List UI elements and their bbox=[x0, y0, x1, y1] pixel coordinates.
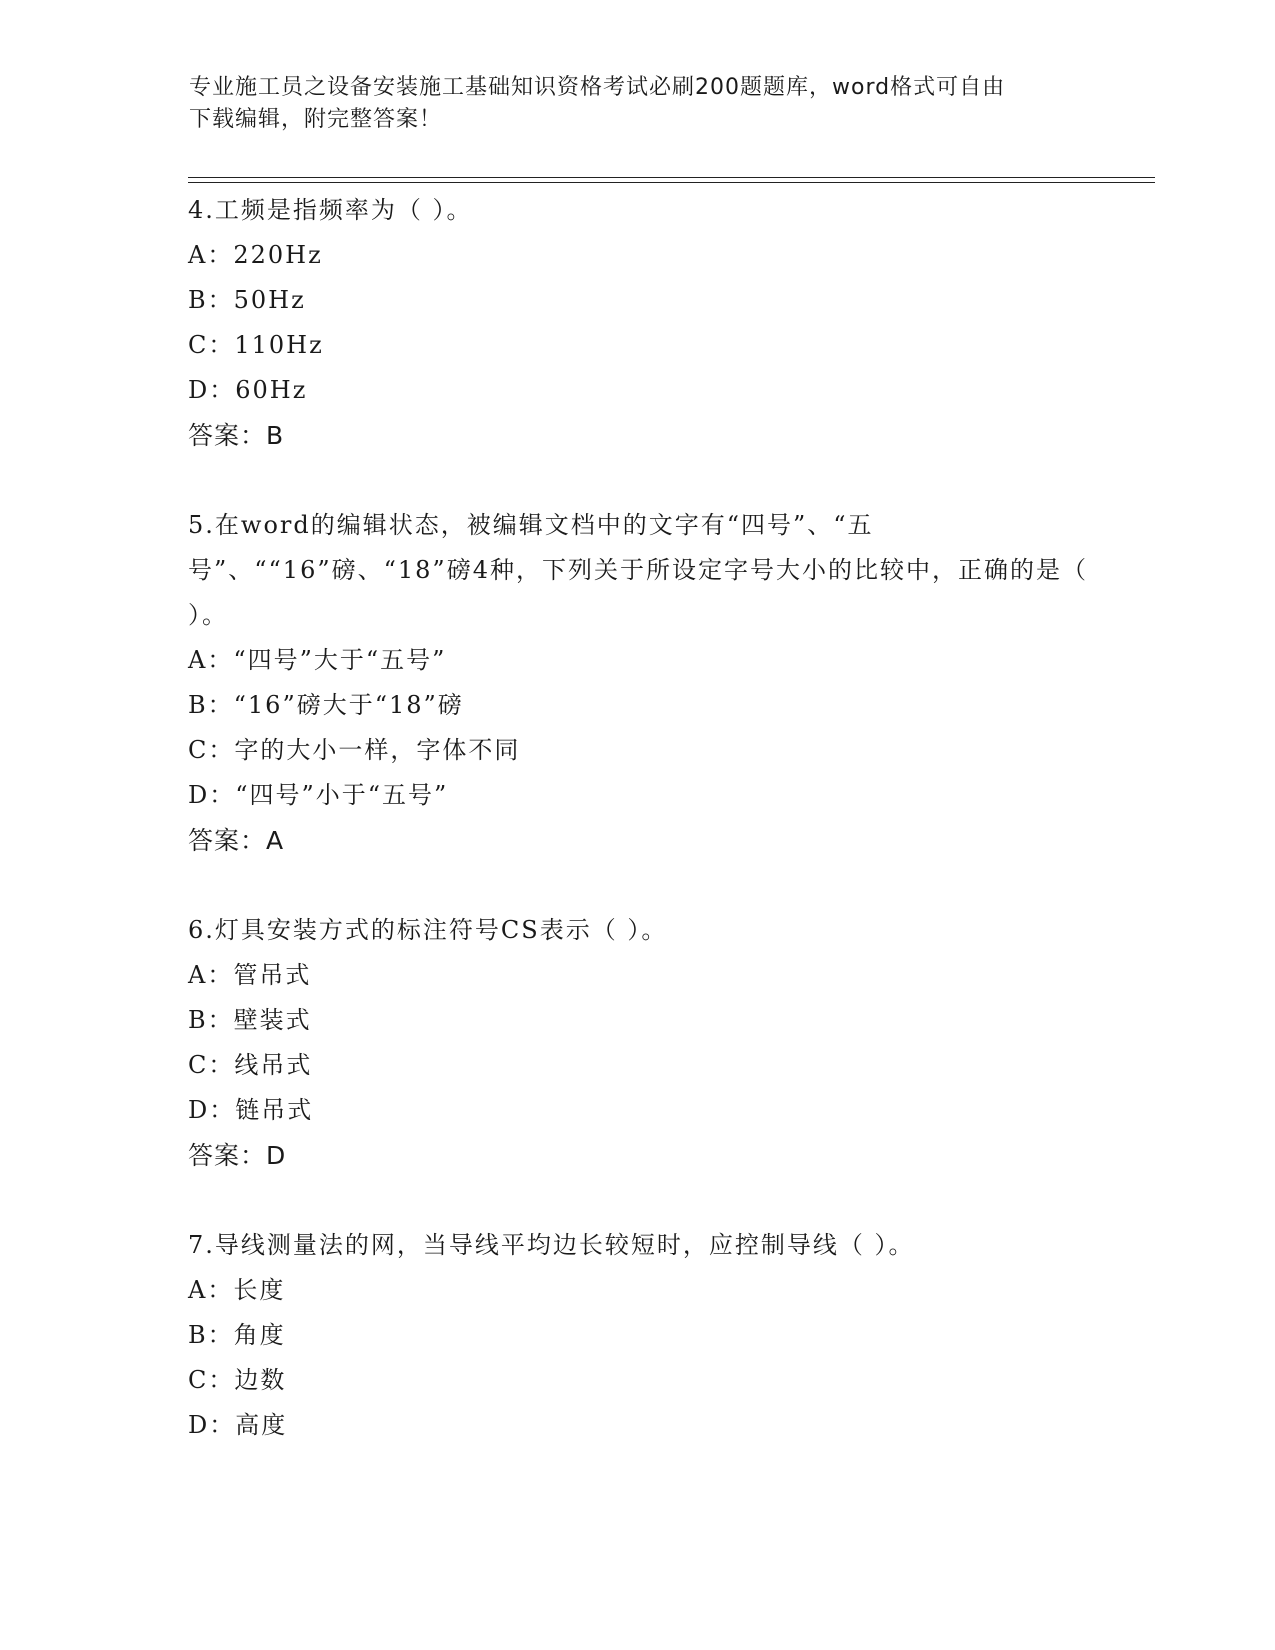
question-stem: 6.灯具安装方式的标注符号CS表示（ ）。 bbox=[188, 916, 668, 944]
answer-line: 答案：D bbox=[188, 1141, 287, 1170]
option-a bbox=[188, 233, 1088, 278]
option-letter: B： bbox=[188, 1321, 234, 1349]
option-letter: A： bbox=[188, 646, 234, 674]
option-letter: A： bbox=[188, 961, 234, 989]
document-header bbox=[189, 72, 1069, 136]
option-text: “四号”小于“五号” bbox=[235, 781, 449, 809]
question-list bbox=[188, 188, 1088, 1492]
option-d bbox=[188, 1088, 1088, 1133]
option-letter: D： bbox=[188, 1096, 236, 1124]
option-d bbox=[188, 1403, 1088, 1448]
option-a bbox=[188, 638, 1088, 683]
answer-line: 答案：A bbox=[188, 826, 285, 855]
option-c bbox=[188, 1358, 1088, 1403]
question-5 bbox=[188, 503, 1088, 864]
question-stem: 7.导线测量法的网，当导线平均边长较短时，应控制导线（ ）。 bbox=[188, 1231, 915, 1259]
header-divider-top bbox=[188, 177, 1155, 178]
option-text: “16”磅大于“18”磅 bbox=[233, 691, 464, 719]
option-letter: D： bbox=[188, 376, 236, 404]
option-b bbox=[188, 1313, 1088, 1358]
option-text: 管吊式 bbox=[233, 961, 312, 989]
option-text: 线吊式 bbox=[234, 1051, 313, 1079]
option-c bbox=[188, 1043, 1088, 1088]
option-text: 角度 bbox=[233, 1321, 286, 1349]
question-stem: 5.在word的编辑状态，被编辑文档中的文字有“四号”、“五号”、““16”磅、“18”磅4种，下列关于所设定字号大小的比较中，正确的是（ ）。 bbox=[188, 511, 1088, 629]
question-6 bbox=[188, 908, 1088, 1179]
option-letter: B： bbox=[188, 691, 234, 719]
option-d bbox=[188, 773, 1088, 818]
option-a bbox=[188, 1268, 1088, 1313]
option-d bbox=[188, 368, 1088, 413]
option-letter: A： bbox=[188, 241, 234, 269]
option-letter: C： bbox=[188, 331, 235, 359]
option-c bbox=[188, 728, 1088, 773]
option-letter: B： bbox=[188, 1006, 234, 1034]
option-text: 60Hz bbox=[235, 376, 308, 404]
option-a bbox=[188, 953, 1088, 998]
option-text: 链吊式 bbox=[235, 1096, 314, 1124]
option-text: 50Hz bbox=[233, 286, 306, 314]
option-text: 110Hz bbox=[234, 331, 324, 359]
option-letter: B： bbox=[188, 286, 234, 314]
option-text: 高度 bbox=[235, 1411, 288, 1439]
option-c bbox=[188, 323, 1088, 368]
option-letter: A： bbox=[188, 1276, 234, 1304]
option-letter: D： bbox=[188, 781, 236, 809]
option-letter: D： bbox=[188, 1411, 236, 1439]
question-4 bbox=[188, 188, 1088, 459]
question-7 bbox=[188, 1223, 1088, 1448]
option-b bbox=[188, 998, 1088, 1043]
option-text: 220Hz bbox=[233, 241, 323, 269]
answer-line: 答案：B bbox=[188, 421, 285, 450]
header-divider-bottom bbox=[188, 182, 1155, 183]
option-b bbox=[188, 683, 1088, 728]
option-text: 长度 bbox=[233, 1276, 286, 1304]
option-letter: C： bbox=[188, 736, 235, 764]
option-text: “四号”大于“五号” bbox=[233, 646, 447, 674]
question-stem: 4.工频是指频率为（ ）。 bbox=[188, 196, 473, 224]
option-b bbox=[188, 278, 1088, 323]
header-line-1: 专业施工员之设备安装施工基础知识资格考试必刷200题题库，word格式可自由 bbox=[189, 75, 1006, 100]
option-text: 边数 bbox=[234, 1366, 287, 1394]
option-letter: C： bbox=[188, 1366, 235, 1394]
option-text: 字的大小一样，字体不同 bbox=[234, 736, 521, 764]
option-text: 壁装式 bbox=[233, 1006, 312, 1034]
option-letter: C： bbox=[188, 1051, 235, 1079]
header-line-2: 下载编辑，附完整答案！ bbox=[189, 107, 443, 132]
